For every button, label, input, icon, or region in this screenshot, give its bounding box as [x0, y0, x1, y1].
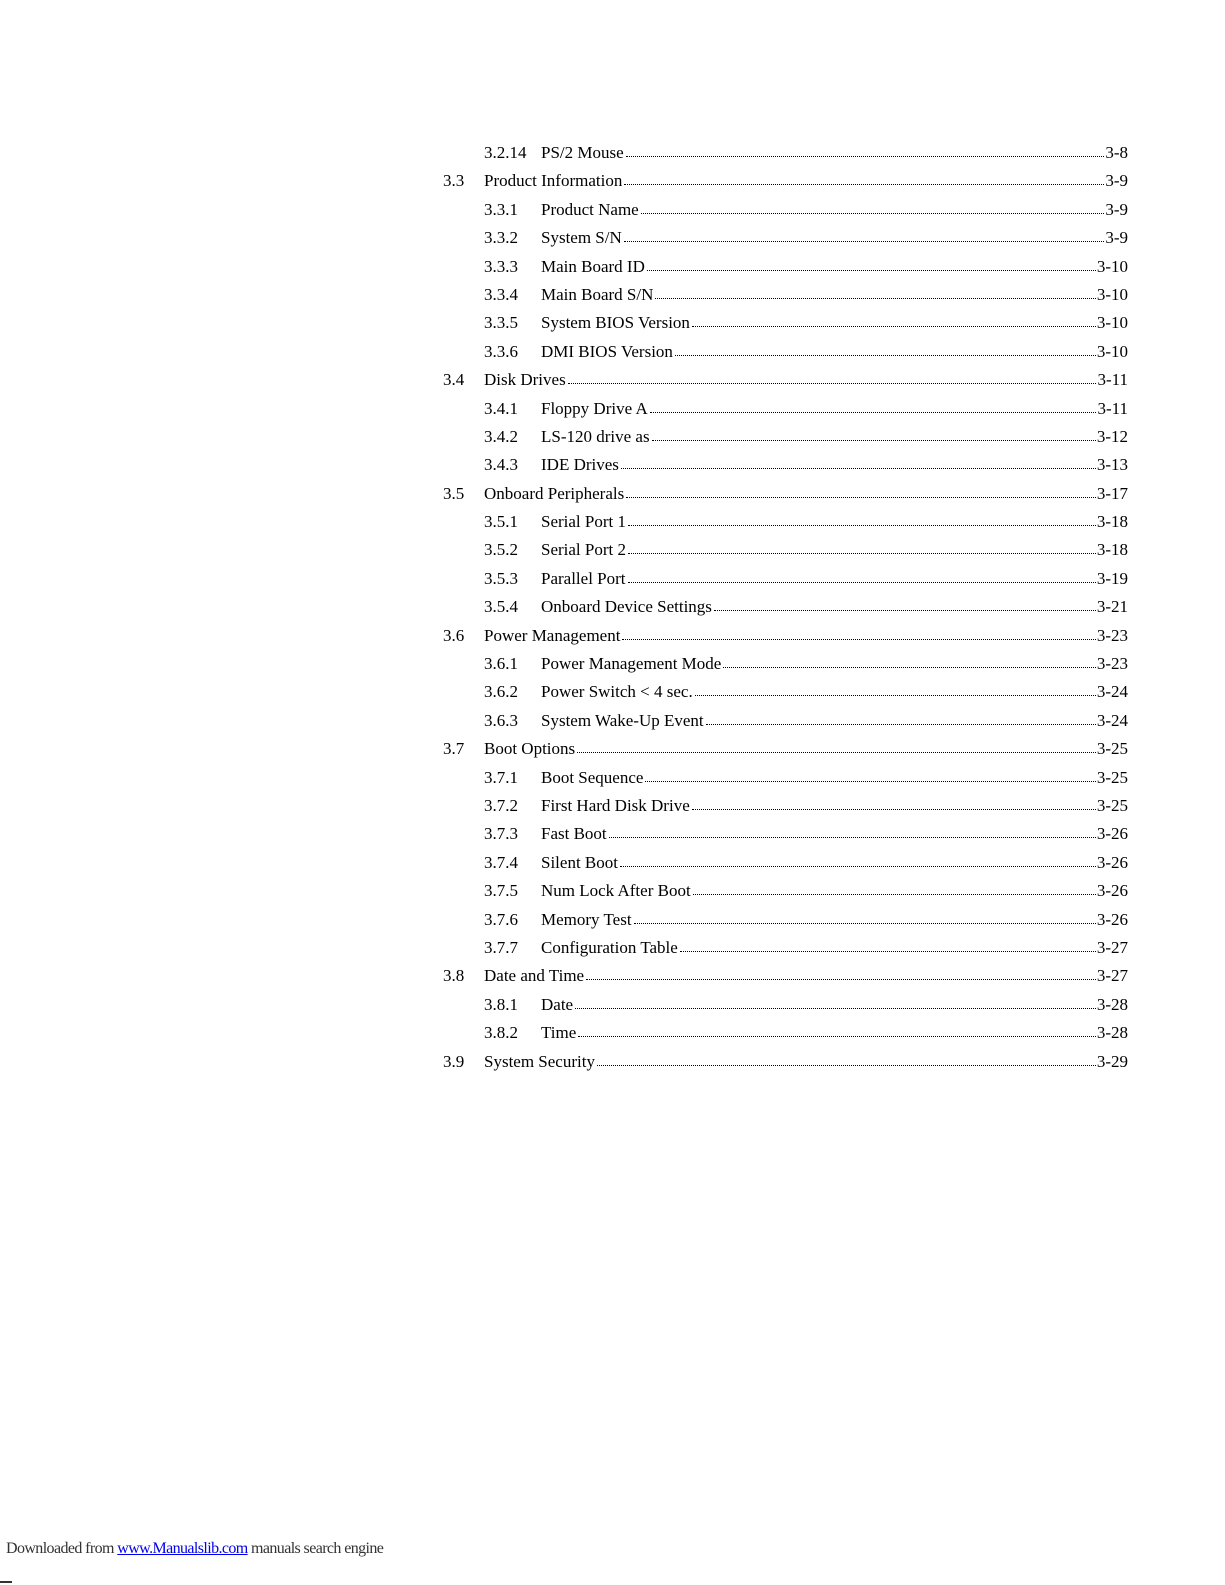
toc-dot-leader [568, 371, 1097, 385]
toc-entry-title: Parallel Port [541, 568, 626, 588]
toc-entry[interactable] [443, 539, 1128, 567]
toc-entry-title: Power Management [484, 625, 621, 645]
toc-entry-title: Silent Boot [541, 852, 618, 872]
page-corner-mark [0, 1581, 12, 1583]
toc-entry-page: 3-9 [1105, 171, 1128, 191]
toc-entry-title: Fast Boot [541, 824, 607, 844]
toc-dot-leader [628, 570, 1096, 584]
toc-entry-title: Configuration Table [541, 937, 678, 957]
toc-dot-leader [624, 172, 1104, 186]
toc-dot-leader [575, 996, 1096, 1010]
toc-entry-number: 3.3 [443, 171, 465, 191]
toc-entry[interactable] [443, 823, 1128, 851]
toc-entry[interactable] [443, 312, 1128, 340]
toc-entry-page: 3-18 [1096, 540, 1128, 560]
toc-entry[interactable] [443, 653, 1128, 681]
toc-entry-page: 3-27 [1096, 937, 1128, 957]
toc-entry-number: 3.3.2 [484, 228, 518, 248]
toc-entry-page: 3-19 [1096, 568, 1128, 588]
toc-entry-number: 3.7.4 [484, 852, 518, 872]
toc-entry-title: DMI BIOS Version [541, 341, 673, 361]
toc-entry-title: Date and Time [484, 966, 585, 986]
download-footer [6, 1540, 383, 1558]
toc-entry-page: 3-9 [1105, 199, 1128, 219]
toc-entry-page: 3-26 [1096, 824, 1128, 844]
toc-entry-number: 3.5 [443, 483, 465, 503]
toc-dot-leader [723, 655, 1095, 669]
toc-entry-page: 3-13 [1096, 455, 1128, 475]
toc-entry[interactable] [443, 937, 1128, 965]
toc-dot-leader [620, 854, 1096, 868]
toc-dot-leader [641, 201, 1105, 215]
toc-entry-title: System Wake-Up Event [541, 710, 704, 730]
toc-entry-page: 3-21 [1096, 597, 1128, 617]
toc-dot-leader [650, 400, 1097, 414]
toc-entry[interactable] [443, 795, 1128, 823]
toc-dot-leader [626, 485, 1096, 499]
toc-entry[interactable] [443, 369, 1128, 397]
toc-entry-page: 3-29 [1096, 1051, 1128, 1071]
toc-entry-title: Product Information [484, 171, 623, 191]
toc-entry-number: 3.5.4 [484, 597, 518, 617]
toc-entry-number: 3.7 [443, 739, 465, 759]
toc-dot-leader [586, 967, 1096, 981]
toc-entry-title: Time [541, 1023, 577, 1043]
toc-entry[interactable] [443, 483, 1128, 511]
toc-entry[interactable] [443, 909, 1128, 937]
footer-prefix: Downloaded from [6, 1540, 118, 1557]
toc-entry-number: 3.7.5 [484, 881, 518, 901]
toc-entry-page: 3-9 [1105, 228, 1128, 248]
toc-entry-title: PS/2 Mouse [541, 143, 624, 162]
toc-dot-leader [675, 343, 1096, 357]
toc-entry-title: Power Switch < 4 sec. [541, 682, 693, 702]
toc-entry-number: 3.6.1 [484, 654, 518, 674]
toc-entry-number: 3.7.2 [484, 795, 518, 815]
toc-entry-page: 3-10 [1096, 256, 1128, 276]
toc-entry-page: 3-26 [1096, 852, 1128, 872]
toc-entry-page: 3-26 [1096, 881, 1128, 901]
toc-dot-leader [597, 1053, 1096, 1067]
toc-entry[interactable] [443, 170, 1128, 198]
toc-entry-number: 3.7.3 [484, 824, 518, 844]
toc-entry-title: System S/N [541, 228, 622, 248]
toc-entry-number: 3.2.14 [484, 143, 527, 162]
toc-dot-leader [578, 1024, 1096, 1038]
toc-entry-number: 3.3.1 [484, 199, 518, 219]
toc-entry[interactable] [443, 965, 1128, 993]
toc-entry-page: 3-17 [1096, 483, 1128, 503]
toc-entry-title: Boot Options [484, 739, 576, 759]
toc-dot-leader [647, 258, 1096, 272]
toc-entry-number: 3.4.3 [484, 455, 518, 475]
toc-entry-title: Main Board ID [541, 256, 645, 276]
toc-entry-number: 3.5.3 [484, 568, 518, 588]
toc-entry-number: 3.7.7 [484, 937, 518, 957]
toc-dot-leader [714, 598, 1096, 612]
toc-entry-number: 3.4.1 [484, 398, 518, 418]
toc-entry[interactable] [443, 1022, 1128, 1050]
toc-dot-leader [628, 513, 1096, 527]
toc-entry-title: Floppy Drive A [541, 398, 648, 418]
toc-dot-leader [624, 229, 1105, 243]
toc-entry-page: 3-10 [1096, 284, 1128, 304]
toc-entry-title: Power Management Mode [541, 654, 722, 674]
toc-dot-leader [609, 825, 1096, 839]
toc-entry-number: 3.5.2 [484, 540, 518, 560]
table-of-contents [443, 142, 1128, 1079]
toc-entry-number: 3.9 [443, 1051, 465, 1071]
toc-entry-title: Disk Drives [484, 370, 566, 390]
toc-dot-leader [621, 456, 1096, 470]
toc-entry-number: 3.4 [443, 370, 465, 390]
toc-entry-page: 3-10 [1096, 313, 1128, 333]
toc-entry-title: Onboard Peripherals [484, 483, 625, 503]
toc-dot-leader [692, 797, 1096, 811]
toc-entry[interactable] [443, 426, 1128, 454]
toc-entry-page: 3-24 [1096, 682, 1128, 702]
toc-entry-title: First Hard Disk Drive [541, 795, 690, 815]
toc-entry-title: Serial Port 1 [541, 512, 626, 532]
toc-entry[interactable] [443, 454, 1128, 482]
toc-entry[interactable] [443, 227, 1128, 255]
toc-entry-title: System Security [484, 1051, 595, 1071]
toc-entry[interactable] [443, 994, 1128, 1022]
toc-dot-leader [577, 740, 1096, 754]
toc-entry-page: 3-24 [1096, 710, 1128, 730]
toc-dot-leader [622, 627, 1095, 641]
toc-entry[interactable] [443, 767, 1128, 795]
toc-entry-page: 3-28 [1096, 994, 1128, 1014]
toc-entry-page: 3-25 [1096, 767, 1128, 787]
toc-entry-number: 3.4.2 [484, 426, 518, 446]
toc-dot-leader [628, 541, 1096, 555]
toc-entry[interactable] [443, 681, 1128, 709]
toc-entry-page: 3-11 [1097, 370, 1128, 390]
toc-entry[interactable] [443, 852, 1128, 880]
toc-entry[interactable] [443, 256, 1128, 284]
toc-entry[interactable] [443, 341, 1128, 369]
toc-entry-title: Product Name [541, 199, 639, 219]
toc-entry-title: Date [541, 994, 574, 1014]
toc-entry-number: 3.3.5 [484, 313, 518, 333]
toc-entry-title: Main Board S/N [541, 284, 654, 304]
toc-entry-page: 3-28 [1096, 1023, 1128, 1043]
manualslib-link[interactable]: www.Manualslib.com [117, 1540, 248, 1557]
toc-entry-number: 3.8.1 [484, 994, 518, 1014]
toc-entry-page: 3-12 [1096, 426, 1128, 446]
toc-entry-title: Boot Sequence [541, 767, 644, 787]
toc-entry-title: Num Lock After Boot [541, 881, 691, 901]
toc-entry-number: 3.6.2 [484, 682, 518, 702]
toc-entry[interactable] [443, 625, 1128, 653]
toc-dot-leader [692, 314, 1096, 328]
toc-entry[interactable] [443, 398, 1128, 426]
toc-entry-number: 3.3.6 [484, 341, 518, 361]
toc-entry-page: 3-23 [1096, 654, 1128, 674]
toc-entry-page: 3-26 [1096, 909, 1128, 929]
toc-dot-leader [695, 683, 1096, 697]
toc-dot-leader [706, 712, 1096, 726]
toc-entry-number: 3.8.2 [484, 1023, 518, 1043]
toc-entry-title: Serial Port 2 [541, 540, 626, 560]
toc-entry-title: Memory Test [541, 909, 632, 929]
toc-entry-title: LS-120 drive as [541, 426, 650, 446]
toc-entry-number: 3.7.1 [484, 767, 518, 787]
toc-entry[interactable] [443, 738, 1128, 766]
toc-entry-number: 3.3.3 [484, 256, 518, 276]
toc-entry-title: System BIOS Version [541, 313, 690, 333]
toc-entry[interactable] [443, 511, 1128, 539]
toc-entry[interactable] [443, 1051, 1128, 1079]
toc-dot-leader [645, 769, 1095, 783]
toc-entry-page: 3-8 [1105, 143, 1128, 162]
toc-entry[interactable] [443, 568, 1128, 596]
toc-entry[interactable] [443, 284, 1128, 312]
toc-entry-page: 3-27 [1096, 966, 1128, 986]
toc-entry-number: 3.6.3 [484, 710, 518, 730]
toc-entry-title: IDE Drives [541, 455, 619, 475]
toc-dot-leader [655, 286, 1095, 300]
toc-entry-page: 3-25 [1096, 795, 1128, 815]
toc-entry-number: 3.5.1 [484, 512, 518, 532]
toc-entry[interactable] [443, 142, 1128, 170]
toc-dot-leader [652, 428, 1096, 442]
toc-entry-page: 3-23 [1096, 625, 1128, 645]
toc-dot-leader [634, 911, 1096, 925]
footer-suffix: manuals search engine [247, 1540, 384, 1557]
toc-entry-page: 3-11 [1097, 398, 1128, 418]
toc-entry-number: 3.7.6 [484, 909, 518, 929]
toc-entry-page: 3-25 [1096, 739, 1128, 759]
toc-entry-title: Onboard Device Settings [541, 597, 712, 617]
toc-entry[interactable] [443, 199, 1128, 227]
toc-dot-leader [680, 939, 1096, 953]
toc-entry-number: 3.3.4 [484, 284, 518, 304]
toc-entry[interactable] [443, 710, 1128, 738]
toc-dot-leader [693, 882, 1096, 896]
toc-entry-page: 3-18 [1096, 512, 1128, 532]
toc-dot-leader [626, 144, 1105, 158]
toc-entry[interactable] [443, 596, 1128, 624]
toc-entry-number: 3.6 [443, 625, 465, 645]
toc-entry-number: 3.8 [443, 966, 465, 986]
toc-entry-page: 3-10 [1096, 341, 1128, 361]
toc-entry[interactable] [443, 880, 1128, 908]
